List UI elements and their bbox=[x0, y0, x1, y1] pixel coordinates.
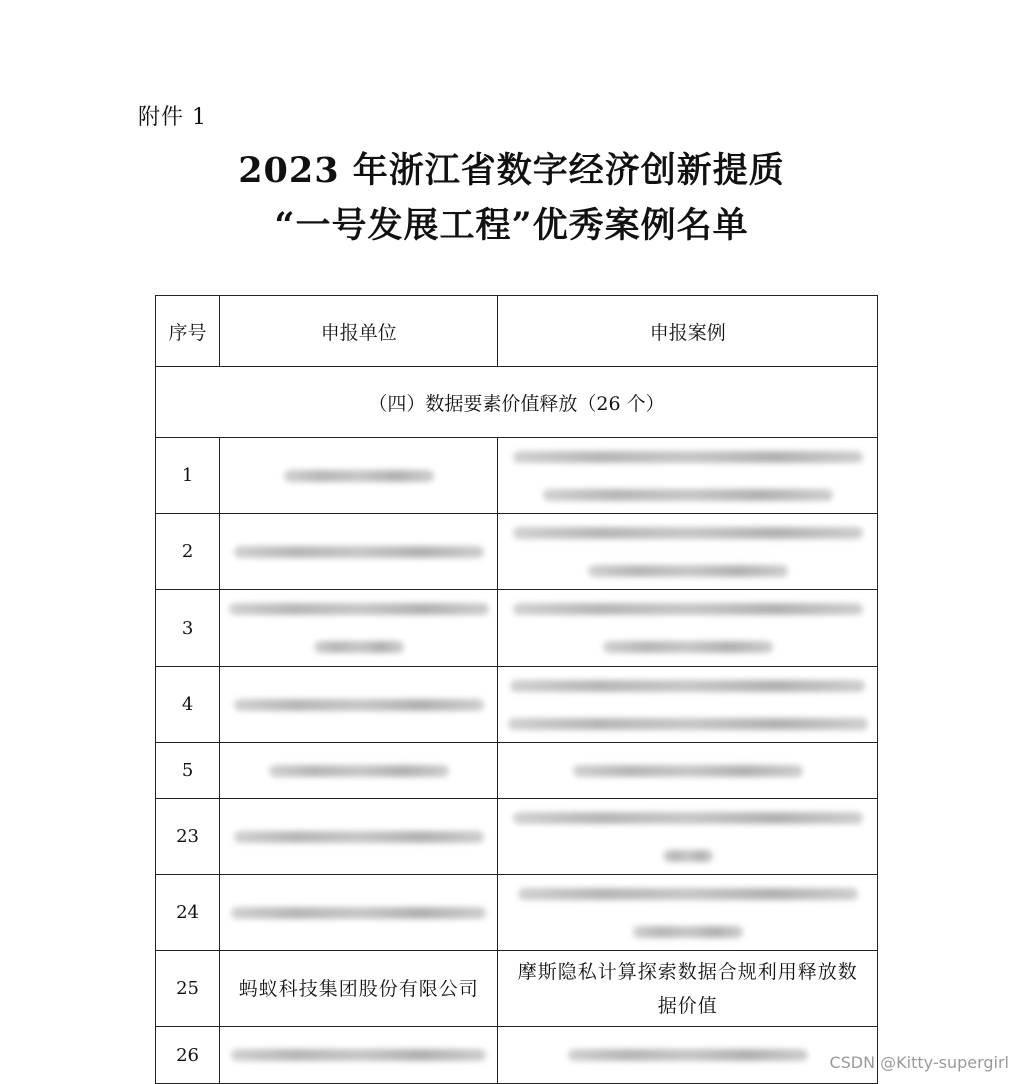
redacted-unit bbox=[220, 667, 498, 743]
redacted-unit bbox=[220, 514, 498, 590]
row-index: 1 bbox=[156, 438, 220, 514]
table-row bbox=[156, 590, 878, 667]
case-list-table bbox=[155, 295, 878, 1084]
redacted-unit bbox=[220, 590, 498, 667]
redacted-case bbox=[498, 1027, 878, 1084]
row-index: 26 bbox=[156, 1027, 220, 1084]
redacted-unit bbox=[220, 1027, 498, 1084]
row-index: 5 bbox=[156, 743, 220, 799]
case-name: 摩斯隐私计算探索数据合规利用释放数据价值 bbox=[498, 951, 878, 1027]
unit-name: 蚂蚁科技集团股份有限公司 bbox=[220, 951, 498, 1027]
table-row bbox=[156, 514, 878, 590]
table-row bbox=[156, 951, 878, 1027]
redacted-case bbox=[498, 514, 878, 590]
table-row bbox=[156, 438, 878, 514]
attachment-label: 附件 1 bbox=[138, 105, 207, 130]
redacted-unit bbox=[220, 438, 498, 514]
table-row bbox=[156, 667, 878, 743]
row-index: 3 bbox=[156, 590, 220, 667]
redacted-case bbox=[498, 438, 878, 514]
table-row bbox=[156, 875, 878, 951]
redacted-case bbox=[498, 875, 878, 951]
redacted-case bbox=[498, 590, 878, 667]
row-index: 24 bbox=[156, 875, 220, 951]
header-index: 序号 bbox=[156, 296, 220, 367]
header-case: 申报案例 bbox=[498, 296, 878, 367]
redacted-case bbox=[498, 799, 878, 875]
redacted-unit bbox=[220, 799, 498, 875]
watermark: CSDN @Kitty-supergirl bbox=[829, 1053, 1009, 1072]
table-row bbox=[156, 743, 878, 799]
redacted-case bbox=[498, 743, 878, 799]
section-title: （四）数据要素价值释放（26 个） bbox=[156, 367, 878, 438]
table-row bbox=[156, 799, 878, 875]
header-unit: 申报单位 bbox=[220, 296, 498, 367]
document-title-line2: “一号发展工程”优秀案例名单 bbox=[274, 205, 749, 246]
section-row bbox=[156, 367, 878, 438]
row-index: 4 bbox=[156, 667, 220, 743]
table-header-row bbox=[156, 296, 878, 367]
table-row bbox=[156, 1027, 878, 1084]
redacted-unit bbox=[220, 743, 498, 799]
document-title-line1: 2023 年浙江省数字经济创新提质 bbox=[238, 150, 785, 191]
redacted-case bbox=[498, 667, 878, 743]
row-index: 23 bbox=[156, 799, 220, 875]
redacted-unit bbox=[220, 875, 498, 951]
row-index: 2 bbox=[156, 514, 220, 590]
row-index: 25 bbox=[156, 951, 220, 1027]
